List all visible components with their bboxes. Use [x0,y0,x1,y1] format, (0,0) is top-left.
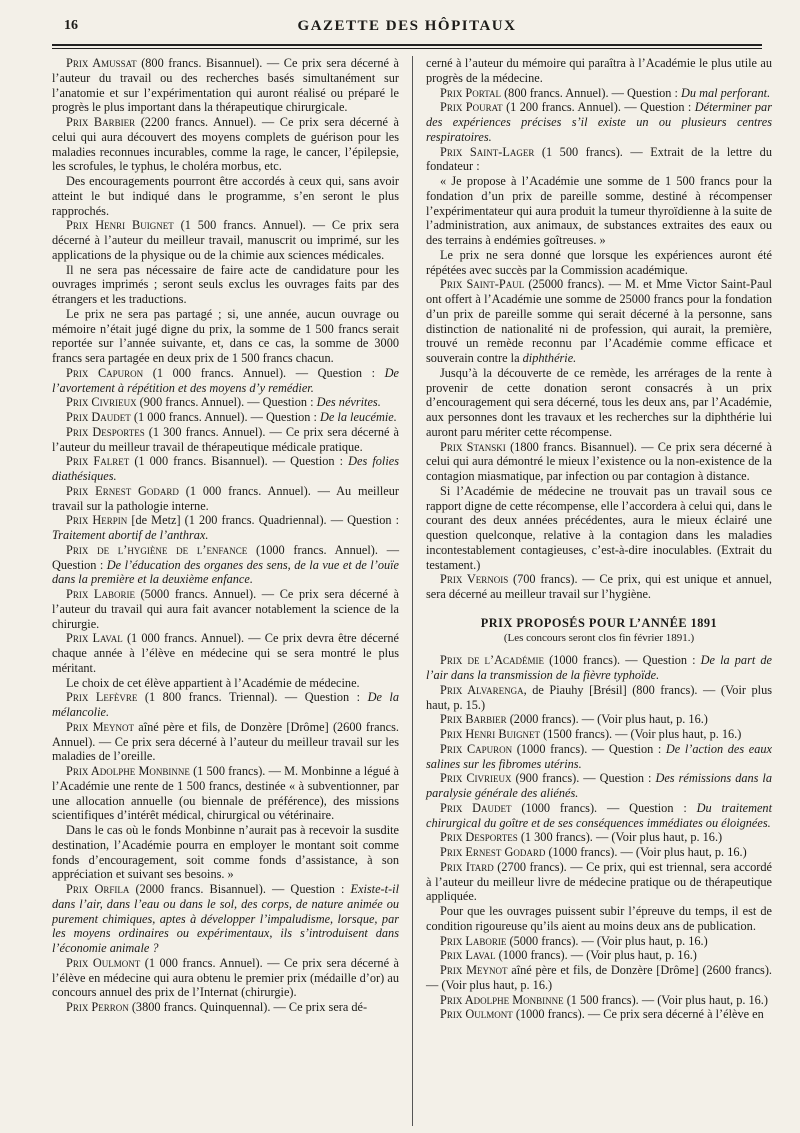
paragraph-text: (800 francs. Bisannuel). — Ce prix sera décerné à l’auteur du travail ou des recherches basés simultanément sur l’anatomie et sur l’expérimentation qui auront réalisé ou préparé le progrès le plus important dans la thérapeutique chirurgicale. [52,56,399,115]
prize-name: Prix Laborie [66,587,135,601]
paragraph-text: Dans le cas où le fonds Monbinne n’aurait pas à recevoir la susdite destination, l’Académie pourra en employer le montant soit comme fonds d’encouragement, soit comme fonds d’assistance, à son appréciation et suivant ses besoins. » [52,823,399,882]
paragraph [52,882,399,956]
prize-name: Prix Barbier [440,712,507,727]
header-rule-thin [52,48,762,49]
paragraph-text: (5000 francs. Annuel). — Ce prix sera décerné à l’auteur du travail qui aura fait avancer notablement la science de la chirurgie. [52,587,399,631]
prize-name: Prix Henri Buignet [440,727,541,741]
paragraph-text: aîné père et fils, de Donzère [Drôme] (2600 francs). — (Voir plus haut, p. 16.) [426,963,772,992]
paragraph [426,440,772,484]
paragraph [52,1000,399,1015]
paragraph-text: (800 francs. Annuel). — Question : [501,85,681,100]
question-text: De la part de l’air dans la transmission de la fièvre typhoïde. [426,653,772,682]
paragraph [426,248,772,278]
paragraph [52,720,399,764]
paragraph-text: (2000 francs. Bisannuel). — Question : [129,882,351,896]
paragraph-text: (1 300 francs. Annuel). — Ce prix sera décerné à l’auteur du meilleur travail de thérapeutique médicale pratique. [52,424,400,454]
paragraph-text: (1 500 francs). — Extrait de la lettre du fondateur : [426,144,772,174]
prize-name: Prix Amussat [66,56,137,70]
paragraph [52,307,399,366]
paragraph-text: (1 500 francs). — M. Monbinne a légué à l’Académie une rente de 1 500 francs, destinée « à subventionner, par une allocation annuelle (ou biennale de préférence), des missions scientifiques d’intérêt médical, chirurgical ou vétérinaire. [52,764,399,823]
prize-name: Prix de l’hygiène de l’enfance [66,542,248,557]
paragraph-text: « Je propose à l’Académie une somme de 1 500 francs pour la fondation d’un prix de pareille somme, destiné à récompenser l’expérimentateur qui aura produit la tumeur thyroïdienne à la suite de l’administration, aux animaux, de substances extraites des eaux ou des terrains à endémies goîtreuses. » [426,174,772,247]
paragraph-text: Jusqu’à la découverte de ce remède, les arrérages de la rente à provenir de cette donation seront consacrés à un prix d’encouragement qui sera décerné, tous les deux ans, par l’Académie, aux personnes dont les travaux et les recherches sur la diphthérie lui auront paru mériter cette récompense. [426,365,772,439]
paragraph [52,676,399,691]
prize-name: Prix Portal [440,85,501,100]
paragraph-text: Le prix ne sera donné que lorsque les expériences auront été répétées avec succès par la Commission académique. [426,247,772,277]
prize-name: Prix Adolphe Monbinne [66,764,190,778]
paragraph-text: (3800 francs. Quinquennal). — Ce prix sera dé- [128,1000,368,1014]
paragraph [426,484,772,573]
paragraph [426,845,772,860]
paragraph [52,174,399,218]
paragraph [426,963,772,993]
prize-name: Prix Herpin [66,513,128,528]
paragraph-text: (1000 francs). — Question : [511,800,697,815]
prize-name: Prix Falret [66,454,130,469]
paragraph [426,993,772,1008]
paragraph-text: (1000 francs). — Question : [512,741,666,756]
paragraph-text: (1 200 francs. Annuel). — Question : [502,100,695,115]
paragraph-text: (1000 francs). — (Voir plus haut, p. 16.) [545,845,747,859]
section-heading: PRIX PROPOSÉS POUR L’ANNÉE 1891 [480,615,718,630]
paragraph-text: Si l’Académie de médecine ne trouvait pas un travail sous ce rapport digne de cette récompense, elle l’accordera à celui qui, dans le courant des deux années précédentes, aura le mieux éclairé une question quelconque, relative à la contagion dans les maladies incontestablement contagieuses, c’est-à-dire inoculables. (Extrait du testament.) [426,483,772,572]
paragraph [426,145,772,175]
question-text: Des folies diathésiques. [52,454,399,483]
paragraph-text: (700 francs). — Ce prix, qui est unique et annuel, sera décerné au meilleur travail sur l’hygiène. [426,572,772,601]
prize-name: Prix Saint-Paul [440,277,525,292]
paragraph [426,948,772,963]
prize-name: Prix Civrieux [66,395,137,410]
paragraph [426,712,772,727]
prize-name: Prix Pourat [440,100,503,115]
paragraph-text: Il ne sera pas nécessaire de faire acte de candidature pour les ouvrages imprimés ; seront seuls exclus les ouvrages faits par des étrangers et les traductions. [52,262,399,306]
paragraph [426,683,772,713]
prize-name: Prix Meynot [66,719,135,734]
paragraph [52,454,399,484]
paragraph-text: (900 francs). — Question : [511,771,656,786]
paragraph-text: (1 000 francs. Annuel). — Question : [143,365,385,380]
prize-name: Prix Stanski [440,439,506,454]
paragraph-text: Des encouragements pourront être accordés à ceux qui, sans avoir atteint le but indiqué dans le programme, s’en seront le plus rapprochés. [52,174,399,218]
paragraph [426,727,772,742]
paragraph [52,956,399,1000]
prize-name: Prix Ernest Godard [66,483,179,498]
paragraph-text: (1 000 francs. Annuel). — Ce prix sera décerné à l’élève en médecine qui aura obtenu le premier prix (médaille d’or) au concours annuel des prix de l’Internat (chirurgie). [52,955,399,1000]
paragraph [52,631,399,675]
paragraph [426,742,772,772]
paragraph-text: (1 500 francs. Annuel). — Ce prix sera décerné à l’auteur du meilleur travail, manuscrit ou imprimé, sur les applications de la physique ou de la chimie aux sciences médicales. [52,218,399,262]
paragraph [52,823,399,882]
paragraph [52,587,399,631]
question-text: De l’action des eaux salines sur les fibromes utérins. [426,741,772,771]
paragraph [426,904,772,934]
section-subheading: (Les concours seront clos fin février 1891.) [503,631,695,644]
paragraph-text: Pour que les ouvrages puissent subir l’épreuve du temps, il est de condition rigoureuse qu’ils aient au moins deux ans de publication. [426,904,772,933]
prize-name: Prix Laborie [440,933,507,948]
question-text: Des rémissions dans la paralysie générale des aliénés. [426,771,772,800]
paragraph [426,653,772,683]
prize-name: Prix Ernest Godard [440,845,546,859]
prize-name: Prix Lefèvre [66,690,138,705]
prize-name: Prix Orfila [66,882,130,896]
question-text: Des névrites. [316,395,381,410]
question-text: De l’éducation des organes des sens, de la vue et de l’ouïe dans la première et la deuxième enfance. [52,557,399,587]
paragraph [52,263,399,307]
prize-name: Prix Itard [440,859,494,874]
question-text: diphthérie. [522,351,577,365]
prize-name: Prix Alvarenga [440,682,524,697]
column-divider [412,56,413,1126]
paragraph-text: [de Metz] (1 200 francs. Quadriennal). — Question : [127,513,400,528]
question-text: Du traitement chirurgical du goître et de ses conséquences immédiates ou éloignées. [426,800,772,830]
paragraph [52,764,399,823]
page-header [52,14,762,40]
prize-name: Prix Vernois [440,572,509,587]
paragraph-text: (2700 francs). — Ce prix, qui est triennal, sera accordé à l’auteur du meilleur livre de médecine pratique ou de thérapeutique appliquée. [426,859,772,904]
paragraph [426,174,772,248]
paragraph-text: cerné à l’auteur du mémoire qui paraîtra à l’Académie le plus utile au progrès de la médecine. [426,56,772,85]
paragraph [426,1007,772,1022]
paragraph [426,934,772,949]
paragraph-text: (1 000 francs. Annuel). — Au meilleur travail sur la pathologie interne. [52,483,399,513]
paragraph-text: (1 800 francs. Triennal). — Question : [137,690,368,705]
page-number: 16 [64,18,78,33]
paragraph [426,100,772,144]
header-rule [52,44,762,46]
prize-name: Prix Desportes [440,830,518,845]
prize-name: Prix Civrieux [440,771,512,786]
paragraph [52,395,399,410]
paragraph [426,830,772,845]
paragraph [52,543,399,587]
prize-name: Prix Laval [440,948,496,963]
paragraph [52,484,399,514]
paragraph-text: (1000 francs). — (Voir plus haut, p. 16.) [495,948,697,963]
paragraph [52,513,399,543]
paragraph [52,115,399,174]
prize-name: Prix Barbier [66,115,136,129]
prize-name: Prix Capuron [440,741,513,756]
running-title: GAZETTE DES HÔPITAUX [297,18,517,34]
paragraph-text: (1500 francs). — (Voir plus haut, p. 16.) [540,727,742,741]
prize-name: Prix Desportes [66,424,145,439]
paragraph-text: (1800 francs. Bisannuel). — Ce prix sera décerné à celui qui aura démontré le mieux l’existence ou la non-existence de la contagion miasmatique, par infection ou par contagion à distance. [426,439,772,483]
paragraph-text: aîné père et fils, de Donzère [Drôme] (2600 francs. Annuel). — Ce prix sera décerné à l’auteur du meilleur travail sur les maladies de l’oreille. [52,719,399,764]
paragraph [426,56,772,86]
paragraph [426,771,772,801]
prize-name: Prix Adolphe Monbinne [440,992,564,1007]
paragraph-text: , de Piauhy [Brésil] (800 francs). — (Voir plus haut, p. 15.) [426,682,773,712]
paragraph-text: (1000 francs). — Question : [544,653,701,668]
paragraph-text: (2200 francs. Annuel). — Ce prix sera décerné à celui qui aura découvert des moyens complets de guérison pour les maladies reconnues incurables, comme la rage, le cancer, l’épilepsie, les scrofules, le typhus, le choléra morbus, etc. [52,115,400,174]
paragraph [426,801,772,831]
prize-name: Prix Saint-Lager [440,144,535,159]
prize-name: Prix Capuron [66,365,144,380]
question-text: De l’avortement à répétition et des moyens d’y remédier. [52,365,400,395]
paragraph [426,86,772,101]
paragraph-text: (1 500 francs). — (Voir plus haut, p. 16.) [563,992,768,1007]
question-text: De la leucémie. [320,410,397,424]
paragraph-text: (900 francs. Annuel). — Question : [136,395,317,410]
paragraph [426,572,772,602]
prize-name: Prix Laval [66,631,123,646]
paragraph [52,56,399,115]
paragraph [52,690,399,720]
paragraph-text: (1 000 francs. Annuel). — Ce prix devra être décerné chaque année à l’élève en médecine qui se sera montré le plus méritant. [52,631,399,675]
prize-name: Prix Henri Buignet [66,218,174,233]
paragraph [52,410,399,425]
paragraph-text: Le choix de cet élève appartient à l’Académie de médecine. [66,675,360,690]
paragraph-text: (25000 francs). — M. et Mme Victor Saint-Paul ont offert à l’Académie une somme de 25000 francs pour la fondation d’un prix de pareille somme qui serait décerné à la personne, sans distinction de nationalité ni de profession, qui aurait, la première, trouvé un remède reconnu par l’Académie comme efficace et souverain contre la [426,277,772,365]
paragraph [426,277,772,366]
paragraph-text: (1 000 francs. Bisannuel). — Question : [129,454,349,469]
prize-name: Prix Oulmont [440,1007,513,1022]
question-text: Existe-t-il dans l’air, dans l’eau ou dans le sol, des corps, de nature animée ou purement chimiques, aptes à développer l’impaludisme, lorsque, par les moyens ordinaires ou expérimentaux, ils s’introduisent dans l’économie animale ? [52,882,400,955]
paragraph [52,218,399,262]
question-text: De la mélancolie. [52,690,399,719]
prize-name: Prix Perron [66,1000,129,1014]
paragraph [426,860,772,904]
question-text: Déterminer par des expériences précises s’il existe un ou plusieurs centres respiratoires. [426,100,772,144]
question-text: Du mal perforant. [680,85,771,100]
paragraph [52,425,399,455]
prize-name: Prix Meynot [440,963,508,977]
paragraph-text: (1 000 francs. Annuel). — Question : [130,410,320,424]
prize-name: Prix Daudet [66,410,131,424]
prize-name: Prix Oulmont [66,955,141,970]
prize-name: Prix de l’Académie [440,653,545,668]
paragraph-text: (5000 francs). — (Voir plus haut, p. 16.) [506,933,708,948]
prize-name: Prix Daudet [440,800,512,815]
paragraph [52,366,399,396]
paragraph-text: (1 300 francs). — (Voir plus haut, p. 16.) [517,830,723,845]
paragraph-text: (1000 francs). — Ce prix sera décerné à l’élève en [512,1007,764,1022]
paragraph-text: Le prix ne sera pas partagé ; si, une année, aucun ouvrage ou mémoire n’était jugé digne du prix, la somme de 1 500 francs serait reportée sur l’année suivante, et, dans ce cas, la somme de 3000 francs sera partagée en deux prix de 1 500 francs chacun. [52,306,399,365]
question-text: Traitement abortif de l’anthrax. [52,528,209,542]
right-column [426,56,772,1022]
paragraph-text: (1000 francs. Annuel). — Question : [52,542,400,572]
paragraph-text: (2000 francs). — (Voir plus haut, p. 16.) [506,712,708,727]
paragraph [426,366,772,440]
left-column [52,56,399,1015]
